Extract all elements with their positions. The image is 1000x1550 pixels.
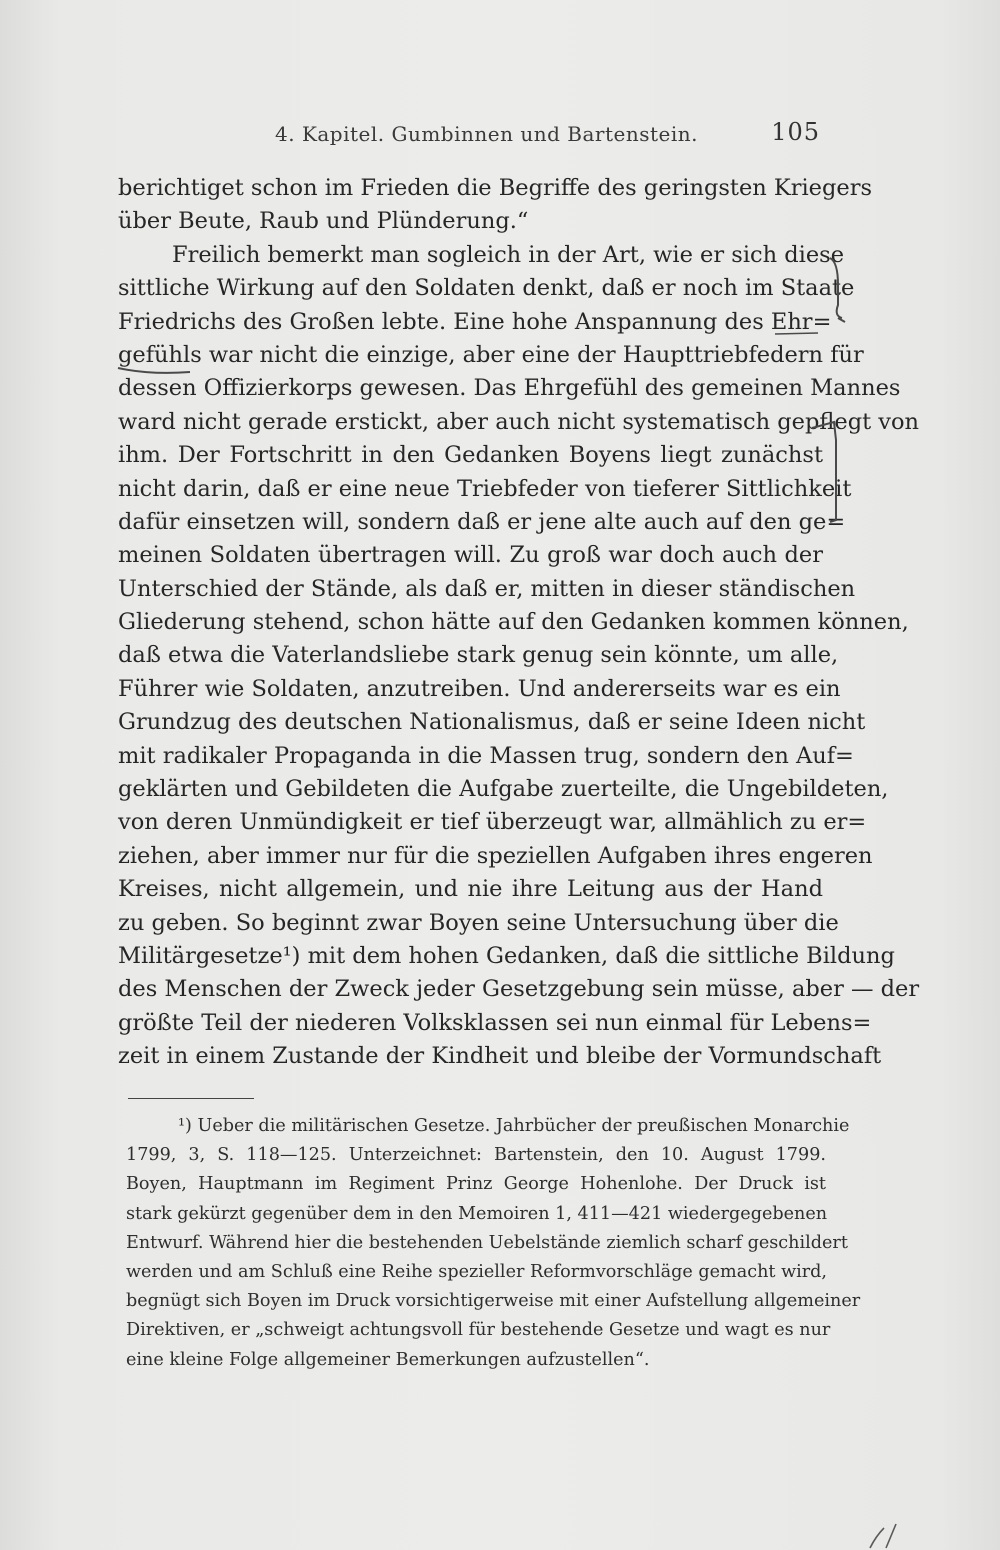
body-line: daß etwa die Vaterlandsliebe stark genug sein könnte, um alle, bbox=[118, 642, 839, 669]
footnote-line: eine kleine Folge allgemeiner Bemerkungen aufzustellen“. bbox=[126, 1349, 650, 1370]
body-line: dessen Offizierkorps gewesen. Das Ehrgefühl des gemeinen Mannes bbox=[118, 375, 901, 402]
margin-mark bbox=[838, 318, 845, 322]
body-line: geklärten und Gebildeten die Aufgabe zuerteilte, die Ungebildeten, bbox=[118, 776, 889, 803]
body-line: Gliederung stehend, schon hätte auf den Gedanken kommen können, bbox=[118, 609, 909, 636]
body-line: Führer wie Soldaten, anzutreiben. Und andererseits war es ein bbox=[118, 675, 841, 702]
body-line: gefühls war nicht die einzige, aber eine der Haupttriebfedern für bbox=[118, 341, 864, 368]
body-line: ihm. Der Fortschritt in den Gedanken Boyens liegt zunächst bbox=[118, 442, 823, 469]
body-line: über Beute, Raub und Plünderung.“ bbox=[118, 208, 529, 235]
body-line: von deren Unmündigkeit er tief überzeugt war, allmählich zu er= bbox=[118, 809, 867, 836]
body-line: mit radikaler Propaganda in die Massen trug, sondern den Auf= bbox=[118, 742, 854, 769]
body-line: meinen Soldaten übertragen will. Zu groß war doch auch der bbox=[118, 542, 823, 569]
body-line: Unterschied der Stände, als daß er, mitten in dieser ständischen bbox=[118, 575, 856, 602]
pencil-tick-bottom bbox=[870, 1524, 896, 1548]
body-line: ward nicht gerade erstickt, aber auch nicht systematisch gepflegt von bbox=[118, 408, 920, 435]
footnotes bbox=[126, 1112, 861, 1375]
body-line: ziehen, aber immer nur für die speziellen Aufgaben ihres engeren bbox=[118, 842, 873, 869]
footnote-line: Boyen, Hauptmann im Regiment Prinz George Hohenlohe. Der Druck ist bbox=[126, 1174, 826, 1195]
body-line: nicht darin, daß er eine neue Triebfeder von tieferer Sittlichkeit bbox=[118, 475, 852, 502]
running-head bbox=[120, 118, 820, 152]
footnote-line: 1799, 3, S. 118—125. Unterzeichnet: Bartenstein, den 10. August 1799. bbox=[126, 1145, 826, 1166]
running-title: 4. Kapitel. Gumbinnen und Bartenstein. bbox=[275, 122, 698, 146]
footnote-line: werden und am Schluß eine Reihe spezieller Reformvorschläge gemacht wird, bbox=[126, 1261, 828, 1282]
footnote-line: ¹) Ueber die militärischen Gesetze. Jahrbücher der preußischen Monarchie bbox=[178, 1116, 850, 1136]
body-line: sittliche Wirkung auf den Soldaten denkt, daß er noch im Staate bbox=[118, 275, 855, 302]
page-number: 105 bbox=[771, 118, 820, 146]
footnote-line: stark gekürzt gegenüber dem in den Memoiren 1, 411—421 wiedergegebenen bbox=[126, 1203, 828, 1224]
body-line: Friedrichs des Großen lebte. Eine hohe Anspannung des Ehr= bbox=[118, 308, 832, 335]
body-line: dafür einsetzen will, sondern daß er jene alte auch auf den ge= bbox=[118, 508, 846, 535]
body-line: größte Teil der niederen Volksklassen sei nun einmal für Lebens= bbox=[118, 1009, 872, 1036]
body-line: Kreises, nicht allgemein, und nie ihre Leitung aus der Hand bbox=[118, 876, 823, 903]
footnote-line: Entwurf. Während hier die bestehenden Uebelstände ziemlich scharf geschildert bbox=[126, 1232, 848, 1253]
body-line: zeit in einem Zustande der Kindheit und bleibe der Vormundschaft bbox=[118, 1043, 882, 1070]
body-line: Grundzug des deutschen Nationalismus, daß er seine Ideen nicht bbox=[118, 709, 866, 736]
body-line: des Menschen der Zweck jeder Gesetzgebung sein müsse, aber — der bbox=[118, 976, 920, 1003]
footnote-line: begnügt sich Boyen im Druck vorsichtigerweise mit einer Aufstellung allgemeiner bbox=[126, 1291, 861, 1312]
footnote-line: Direktiven, er „schweigt achtungsvoll für bestehende Gesetze und wagt es nur bbox=[126, 1320, 831, 1341]
body-line: Freilich bemerkt man sogleich in der Art, wie er sich diese bbox=[172, 241, 845, 268]
body-line: Militärgesetze¹) mit dem hohen Gedanken, daß die sittliche Bildung bbox=[118, 942, 895, 969]
body-line: zu geben. So beginnt zwar Boyen seine Untersuchung über die bbox=[118, 909, 839, 936]
footnote-rule bbox=[128, 1098, 254, 1099]
body-line: berichtiget schon im Frieden die Begriffe des geringsten Kriegers bbox=[118, 175, 873, 201]
body-text bbox=[118, 172, 920, 1074]
